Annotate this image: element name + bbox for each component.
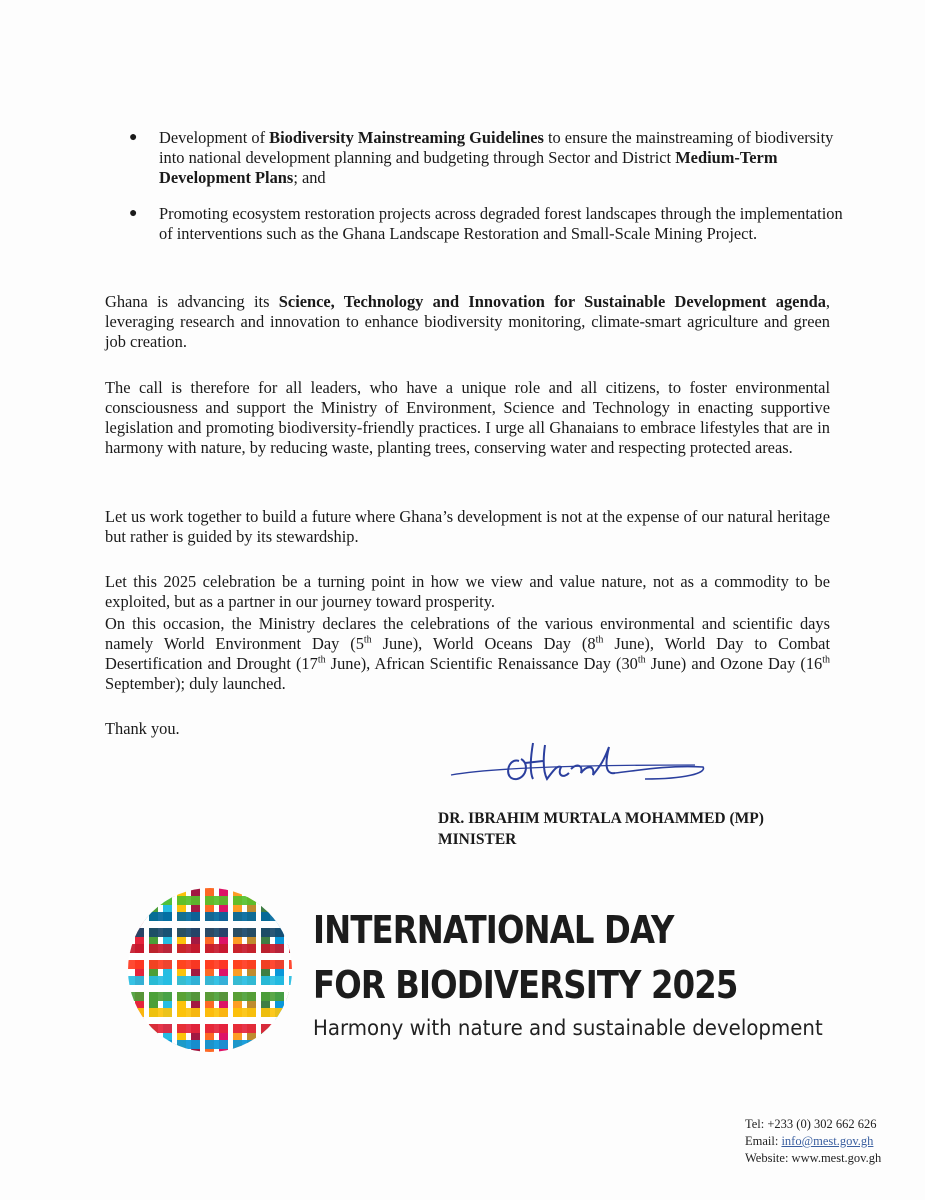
paragraph-work-together: Let us work together to build a future where Ghana’s development is not at the expense of our natural heritage but rather is guided by its stewardship. xyxy=(105,507,830,546)
banner-title xyxy=(313,903,737,1013)
banner-title-line-1: INTERNATIONAL DAY xyxy=(313,908,674,952)
signatory-name: DR. IBRAHIM MURTALA MOHAMMED (MP) xyxy=(438,810,764,827)
email-link[interactable]: info@mest.gov.gh xyxy=(781,1134,874,1148)
contact-email-row: Email: info@mest.gov.gh xyxy=(745,1134,874,1148)
banner-subtitle: Harmony with nature and sustainable development xyxy=(313,1016,823,1041)
bullet-icon: ● xyxy=(129,206,138,221)
bullet-icon: ● xyxy=(129,130,138,145)
bullet-text-1: Development of Biodiversity Mainstreaming Guidelines to ensure the mainstreaming of biodiversity into national development planning and budgeting through Sector and District Medium-Term Development Plans; and xyxy=(159,128,834,187)
paragraph-call-to-action: The call is therefore for all leaders, who have a unique role and all citizens, to foster environmental consciousness and support the Ministry of Environment, Science and Technology in enacting supportive legislation and promoting biodiversity-friendly practices. I urge all Ghanaians to embrace lifestyles that are in harmony with nature, by reducing waste, planting trees, conserving water and respecting protected areas. xyxy=(105,378,830,457)
closing-thanks: Thank you. xyxy=(105,719,180,738)
list-item xyxy=(129,204,849,244)
signatory-block xyxy=(438,808,764,850)
signature-icon xyxy=(445,735,715,795)
signatory-title: MINISTER xyxy=(438,831,517,848)
paragraph-celebration: Let this 2025 celebration be a turning point in how we view and value nature, not as a commodity to be exploited, but as a partner in our journey toward prosperity. xyxy=(105,572,830,611)
biodiversity-logo-icon xyxy=(127,886,293,1054)
banner-title-line-2: FOR BIODIVERSITY 2025 xyxy=(313,963,738,1007)
contact-website: Website: www.mest.gov.gh xyxy=(745,1151,882,1165)
contact-block xyxy=(745,1116,881,1167)
paragraph-environmental-days: On this occasion, the Ministry declares the celebrations of the various environmental and scientific days namely World Environment Day (5th June), World Oceans Day (8th June), World Day to Combat Desertification and Drought (17th June), African Scientific Renaissance Day (30th June) and Ozone Day (16th September); duly launched. xyxy=(105,614,830,693)
paragraph-sti-agenda: Ghana is advancing its Science, Technology and Innovation for Sustainable Development agenda, leveraging research and innovation to enhance biodiversity monitoring, climate-smart agriculture and green job creation. xyxy=(105,292,830,351)
list-item xyxy=(129,128,849,188)
contact-tel: Tel: +233 (0) 302 662 626 xyxy=(745,1117,877,1131)
bullet-text-2: Promoting ecosystem restoration projects across degraded forest landscapes through the implementation of interventions such as the Ghana Landscape Restoration and Small-Scale Mining Project. xyxy=(159,204,843,243)
bullet-list xyxy=(129,128,849,260)
